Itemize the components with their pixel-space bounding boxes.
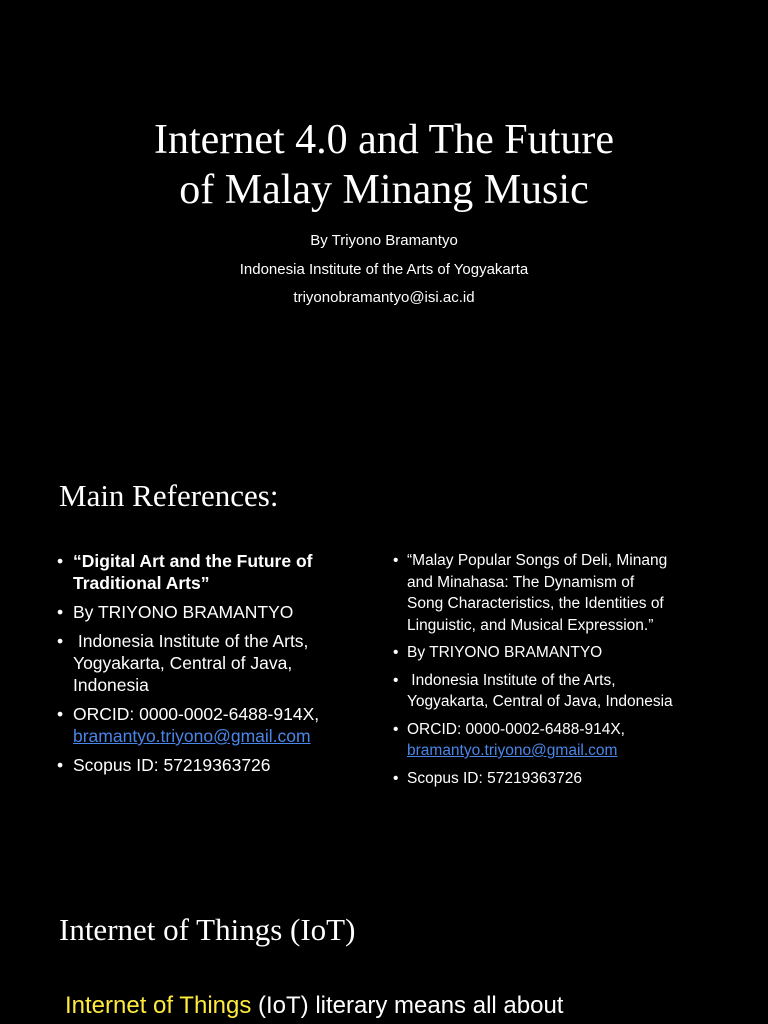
list-item [57, 754, 367, 776]
ref-orcid: ORCID: 0000-0002-6488-914X, [407, 720, 625, 738]
iot-slide [0, 880, 768, 1024]
presentation-title [0, 115, 768, 215]
bullet-icon: • [393, 769, 399, 787]
bullet-icon: • [393, 720, 399, 738]
references-left-list [57, 550, 367, 783]
iot-body-rest: (IoT) literary means all about [251, 992, 564, 1019]
title-line-2: of Malay Minang Music [179, 167, 589, 213]
ref-institution-line: Indonesia [73, 675, 149, 695]
bullet-icon: • [393, 644, 399, 661]
references-right-list [393, 550, 723, 795]
author-line: By Triyono Bramantyo [310, 232, 458, 249]
ref-title-line: “Malay Popular Songs of Deli, Minang [407, 552, 668, 569]
ref-institution-line: Indonesia Institute of the Arts, [407, 671, 616, 689]
ref-author: By TRIYONO BRAMANTYO [73, 602, 294, 622]
ref-title-line: “Digital Art and the Future of [73, 551, 313, 571]
references-title: Main References: [59, 478, 279, 513]
email-line: triyonobramantyo@isi.ac.id [293, 289, 475, 306]
ref-title-line: Linguistic, and Musical Expression.” [407, 616, 654, 634]
iot-highlight-term: Internet of Things [65, 992, 252, 1019]
list-item [393, 719, 723, 762]
iot-body-text [65, 992, 563, 1020]
list-item [393, 670, 723, 713]
list-item [57, 550, 367, 594]
list-item [393, 642, 723, 664]
bullet-icon: • [393, 671, 399, 689]
bullet-icon: • [393, 552, 399, 569]
bullet-icon: • [57, 602, 64, 622]
list-item [57, 630, 367, 696]
list-item [57, 601, 367, 623]
ref-scopus: Scopus ID: 57219363726 [73, 755, 271, 775]
ref-institution-line: Yogyakarta, Central of Java, Indonesia [407, 693, 673, 710]
ref-email-link[interactable]: bramantyo.triyono@gmail.com [73, 726, 311, 746]
title-slide [0, 0, 768, 440]
bullet-icon: • [57, 755, 64, 775]
bullet-icon: • [57, 631, 64, 651]
references-slide [0, 440, 768, 880]
ref-scopus: Scopus ID: 57219363726 [407, 769, 582, 787]
ref-email-link[interactable]: bramantyo.triyono@gmail.com [407, 742, 618, 759]
ref-title-line: Song Characteristics, the Identities of [407, 595, 664, 612]
institution-line: Indonesia Institute of the Arts of Yogyakarta [239, 261, 529, 278]
list-item [57, 703, 367, 747]
title-line-1: Internet 4.0 and The Future [154, 117, 614, 163]
bullet-icon: • [57, 704, 64, 724]
ref-title-line: and Minahasa: The Dynamism of [407, 573, 635, 591]
iot-title: Internet of Things (IoT) [59, 912, 356, 947]
ref-orcid: ORCID: 0000-0002-6488-914X, [73, 704, 320, 724]
ref-institution-line: Indonesia Institute of the Arts, [73, 631, 309, 651]
list-item [393, 768, 723, 790]
ref-institution-line: Yogyakarta, Central of Java, [73, 653, 293, 673]
bullet-icon: • [57, 551, 64, 571]
ref-author: By TRIYONO BRAMANTYO [407, 644, 603, 661]
ref-title-line: Traditional Arts” [73, 573, 210, 593]
list-item [393, 550, 723, 636]
